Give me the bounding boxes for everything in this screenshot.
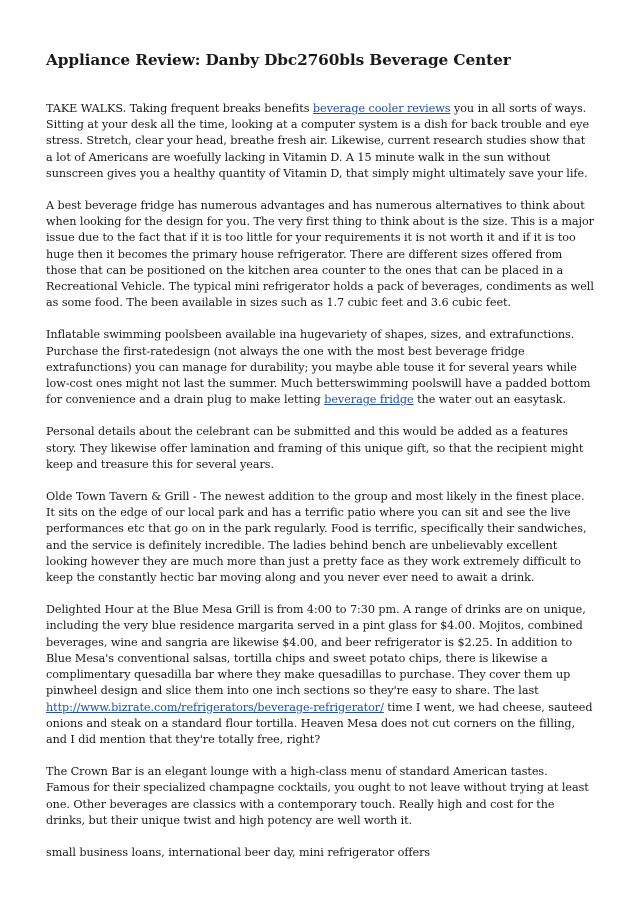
paragraph-text: the water out an easytask.: [413, 393, 566, 407]
paragraph-celebrant: Personal details about the celebrant can be submitted and this would be added as a features story. They likewise offer lamination and framing of this unique gift, so that the recipient might keep and treasure this for several years.: [46, 425, 584, 471]
paragraph-walks: [46, 101, 594, 182]
paragraph-blue-mesa: [46, 602, 594, 748]
link-beverage-cooler-reviews[interactable]: beverage cooler reviews: [312, 102, 451, 115]
link-beverage-fridge[interactable]: beverage fridge: [324, 393, 414, 407]
paragraph-text: time I went, we had cheese, sauteed onions and steak on a standard flour tortilla. Heaven Mesa does not cut corners on the filling, and I did mention that they're totally free, right?: [46, 700, 593, 746]
page-title: Appliance Review: Danby Dbc2760bls Beverage Center: [46, 51, 511, 69]
paragraph-tags: small business loans, international beer day, mini refrigerator offers: [46, 845, 431, 859]
link-bizrate-url[interactable]: http://www.bizrate.com/refrigerators/beverage-refrigerator/: [46, 700, 384, 714]
paragraph-crown-bar: The Crown Bar is an elegant lounge with a high-class menu of standard American tastes. Famous for their specialized champagne cocktails, you ought to not leave without trying at least one. Other beverages are classics with a contemporary touch. Really high and cost for the drinks, but their unique twist and high potency are well worth it.: [46, 765, 589, 827]
paragraph-text: Inflatable swimming poolsbeen available ina hugevariety of shapes, sizes, and extrafunctions. Purchase the first-ratedesign (not always the one with the most best beverage fridge extrafunctions) you can manage for durability; you maybe able touse it for several years while low-cost ones might not last the summer. Much betterswimming poolswill have a padded bottom for convenience and a drain plug to make letting: [46, 328, 591, 407]
paragraph-text: you in all sorts of ways. Sitting at your desk all the time, looking at a computer system is a dish for back trouble and eye stress. Stretch, clear your head, breathe fresh air. Likewise, current research studies show that a lot of Americans are woefully lacking in Vitamin D. A 15 minute walk in the sun without sunscreen gives you a healthy quantity of Vitamin D, that simply might ultimately save your life.: [46, 102, 590, 180]
paragraph-text: Delighted Hour at the Blue Mesa Grill is from 4:00 to 7:30 pm. A range of drinks are on unique, including the very blue residence margarita served in a pint glass for $4.00. Mojitos, combined beverages, wine and sangria are likewise $4.00, and beer refrigerator is $2.25. In addition to Blue Mesa's conventional salsas, tortilla chips and sweet potato chips, there is likewise a complimentary quesadilla bar where they make quesadillas to purchase. They cover them up pinwheel design and slice them into one inch sections so they're easy to share. The last: [46, 603, 586, 698]
paragraph-text: TAKE WALKS. Taking frequent breaks benefits: [46, 102, 313, 115]
paragraph-olde-town-tavern: Olde Town Tavern & Grill - The newest addition to the group and most likely in the finest place. It sits on the edge of our local park and has a terrific patio where you can sit and see the live performances etc that go on in the park regularly. Food is terrific, specifically their sandwiches, and the service is definitely incredible. The ladies behind bench are unbelievably excellent looking however they are much more than just a pretty face as they work extremely difficult to keep the constantly hectic bar moving along and you never ever need to await a drink.: [46, 490, 587, 585]
paragraph-fridge-size: A best beverage fridge has numerous advantages and has numerous alternatives to think about when looking for the design for you. The very first thing to think about is the size. This is a major issue due to the fact that if it is too little for your requirements it is not worth it and if it is too huge then it becomes the primary house refrigerator. There are different sizes offered from those that can be positioned on the kitchen area counter to the ones that can be placed in a Recreational Vehicle. The typical mini refrigerator holds a pack of beverages, condiments as well as some food. The been available in sizes such as 1.7 cubic feet and 3.6 cubic feet.: [46, 199, 594, 310]
paragraph-swimming-pools: [46, 327, 594, 408]
